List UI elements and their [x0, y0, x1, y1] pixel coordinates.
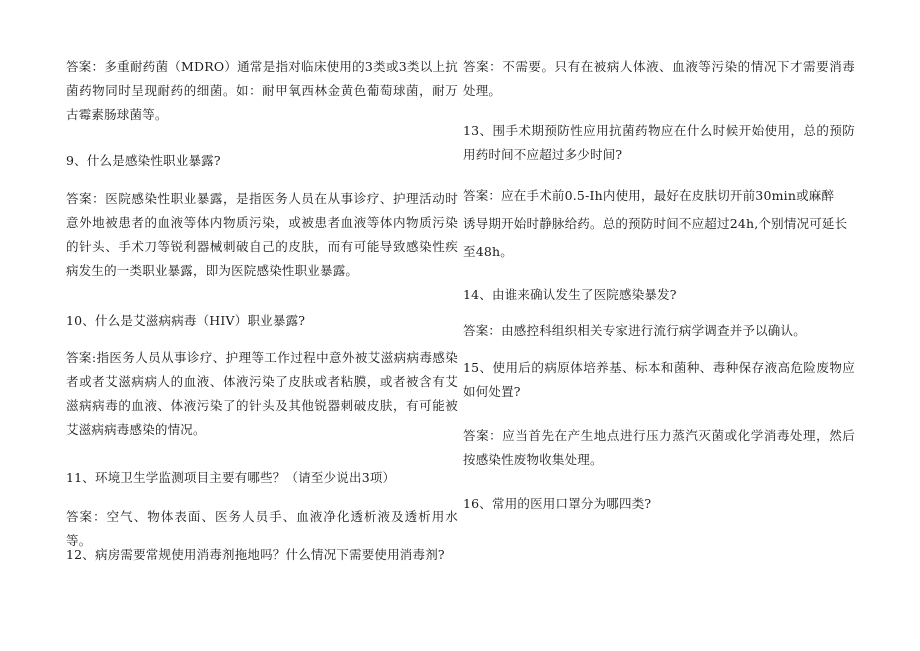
question-14: 14、由谁来确认发生了医院感染暴发? [463, 287, 677, 302]
answer-8: 答案：多重耐药菌（MDRO）通常是指对临床使用的3类或3类以上抗菌药物同时呈现耐药的细菌。如：耐甲氧西林金黄色葡萄球菌，耐万古霉素肠球菌等。 [66, 59, 458, 122]
question-16: 16、常用的医用口罩分为哪四类? [463, 496, 652, 511]
answer-13-line-1: 答案：应在手术前0.5-Ih内使用，最好在皮肤切开前30min或麻醉 [463, 188, 835, 203]
answer-9: 答案：医院感染性职业暴露，是指医务人员在从事诊疗、护理活动时意外地被患者的血液等体内物质污染，或被患者血液等体内物质污染的针头、手术刀等锐利器械刺破自己的皮肤，而有可能导致感染性疾病发生的一类职业暴露，即为医院感染性职业暴露。 [66, 191, 458, 278]
question-10: 10、什么是艾滋病病毒（HIV）职业暴露? [66, 313, 306, 328]
question-9: 9、什么是感染性职业暴露? [66, 153, 221, 168]
answer-14: 答案：由感控科组织相关专家进行流行病学调查并予以确认。 [463, 323, 806, 338]
answer-13-line-3: 至48h。 [463, 244, 513, 259]
question-15: 15、使用后的病原体培养基、标本和菌种、毒种保存液高危险废物应如何处置? [463, 360, 855, 399]
question-13: 13、围手术期预防性应用抗菌药物应在什么时候开始使用，总的预防用药时间不应超过多少时间? [463, 123, 855, 162]
answer-12: 答案：不需要。只有在被病人体液、血液等污染的情况下才需要消毒处理。 [463, 59, 855, 98]
answer-13-line-2: 诱导期开始时静脉给药。总的预防时间不应超过24h,个别情况可延长 [463, 216, 848, 231]
answer-15: 答案：应当首先在产生地点进行压力蒸汽灭菌或化学消毒处理，然后按感染性废物收集处理。 [463, 428, 855, 467]
question-12: 12、病房需要常规使用消毒剂拖地吗？什么情况下需要使用消毒剂? [66, 547, 445, 562]
answer-10: 答案:指医务人员从事诊疗、护理等工作过程中意外被艾滋病病毒感染者或者艾滋病病人的血液、体液污染了皮肤或者粘膜，或者被含有艾滋病病毒的血液、体液污染了的针头及其他锐器刺破皮肤，有可能被艾滋病病毒感染的情况。 [66, 350, 458, 437]
answer-11: 答案：空气、物体表面、医务人员手、血液净化透析液及透析用水等。 [66, 509, 458, 548]
question-11: 11、环境卫生学监测项目主要有哪些？（请至少说出3项） [66, 470, 396, 485]
